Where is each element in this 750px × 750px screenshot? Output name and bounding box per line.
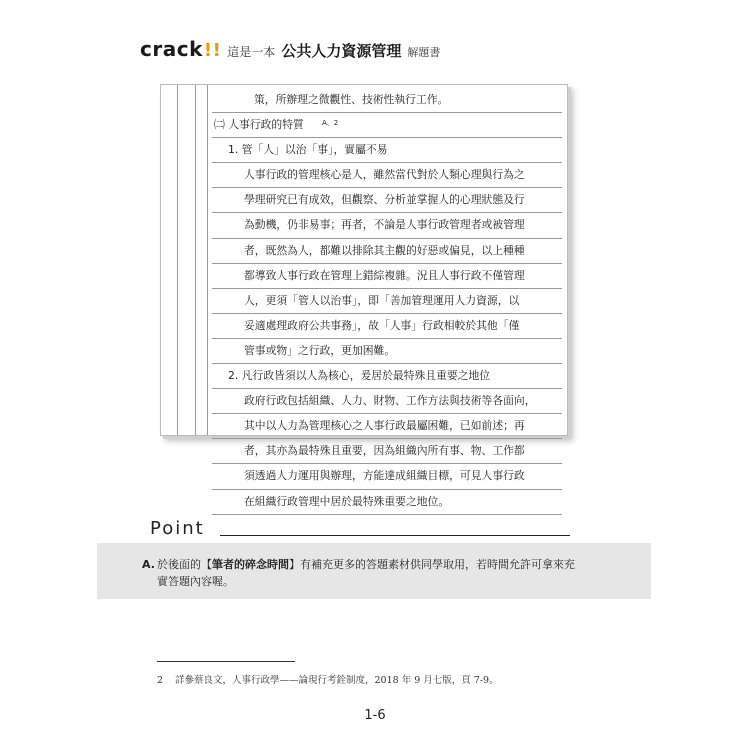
line-text: 須透過人力運用與辦理，方能達成組織目標，可見人事行政 xyxy=(244,469,525,483)
margin-rule xyxy=(207,85,208,435)
text-line xyxy=(212,490,562,515)
line-text: 學理研究已有成效，但觀察、分析並掌握人的心理狀態及行 xyxy=(244,193,525,207)
ruled-text-lines xyxy=(212,88,562,515)
point-marker: A. xyxy=(142,558,155,571)
text-line xyxy=(212,314,562,339)
point-emphasis: 筆者的碎念時間 xyxy=(212,558,289,571)
margin-rule xyxy=(177,85,178,435)
text-line xyxy=(212,439,562,464)
text-line xyxy=(212,213,562,238)
text-line xyxy=(212,339,562,364)
text-line xyxy=(212,113,562,138)
line-text: 者，其亦為最特殊且重要，因為組織內所有事、物、工作都 xyxy=(244,444,525,458)
text-line xyxy=(212,188,562,213)
point-note: A. 於後面的【筆者的碎念時間】有補充更多的答題素材供同學取用，若時間允許可拿來充 實答題內容喔。 xyxy=(142,558,575,588)
footnote-number: 2 xyxy=(157,675,164,686)
footnote-rule xyxy=(157,661,295,662)
text-line xyxy=(212,414,562,439)
text-line xyxy=(212,289,562,314)
line-text: 都導致人事行政在管理上錯綜複雜。況且人事行政不僅管理 xyxy=(244,268,525,282)
line-text: 為動機，仍非易事；再者，不論是人事行政管理者或被管理 xyxy=(244,218,525,232)
text-line xyxy=(212,264,562,289)
point-label: Point xyxy=(150,518,205,539)
line-text: 2. 凡行政皆須以人為核心，爰居於最特殊且重要之地位 xyxy=(228,369,491,383)
text-line xyxy=(212,239,562,264)
footnote xyxy=(157,672,499,686)
running-header xyxy=(140,37,440,61)
line-text: 策，所辦理之微觀性、技術性執行工作。 xyxy=(254,93,449,106)
book-subtitle: 解題書 xyxy=(407,46,441,59)
page-number: 1-6 xyxy=(364,708,386,723)
book-title: 公共人力資源管理 xyxy=(281,42,402,60)
line-text: 管事或物」之行政，更加困難。 xyxy=(244,343,396,357)
line-text: 其中以人力為管理核心之人事行政最屬困難，已如前述；再 xyxy=(244,419,525,433)
logo-mark: !! xyxy=(203,40,222,61)
text-line xyxy=(212,88,562,113)
text-line xyxy=(212,389,562,414)
line-text: 人事行政的管理核心是人，雖然當代對於人類心理與行為之 xyxy=(244,168,525,182)
header-tagline: 這是一本 xyxy=(227,45,276,59)
line-text: ㈡ 人事行政的特質 xyxy=(214,118,304,132)
point-rule xyxy=(220,535,570,536)
text-line xyxy=(212,464,562,489)
line-text: 人，更須「管人以治事」，即「善加管理運用人力資源，以 xyxy=(244,293,520,307)
line-text: 者，既然為人，都難以排除其主觀的好惡或偏見，以上種種 xyxy=(244,243,525,257)
margin-rule xyxy=(195,85,196,435)
line-text: 妥適處理政府公共事務」，故「人事」行政相較於其他「僅 xyxy=(244,318,520,332)
point-heading xyxy=(150,518,570,538)
text-line xyxy=(212,138,562,163)
point-line-2: 實答題內容喔。 xyxy=(157,575,234,588)
brand-logo: crack!! xyxy=(140,37,222,61)
line-text: 1. 管「人」以治「事」，實屬不易 xyxy=(228,143,388,157)
text-line xyxy=(212,163,562,188)
footnote-ref: A、2 xyxy=(322,119,339,128)
line-text: 政府行政包括組織、人力、財物、工作方法與技術等各面向， xyxy=(244,394,536,408)
line-text: 在組織行政管理中居於最特殊重要之地位。 xyxy=(244,494,450,508)
footnote-text: 詳參蔡良文，人事行政學——論現行考銓制度，2018 年 9 月七版，頁 7-9。 xyxy=(175,675,499,686)
point-box xyxy=(97,543,651,599)
text-line xyxy=(212,364,562,389)
